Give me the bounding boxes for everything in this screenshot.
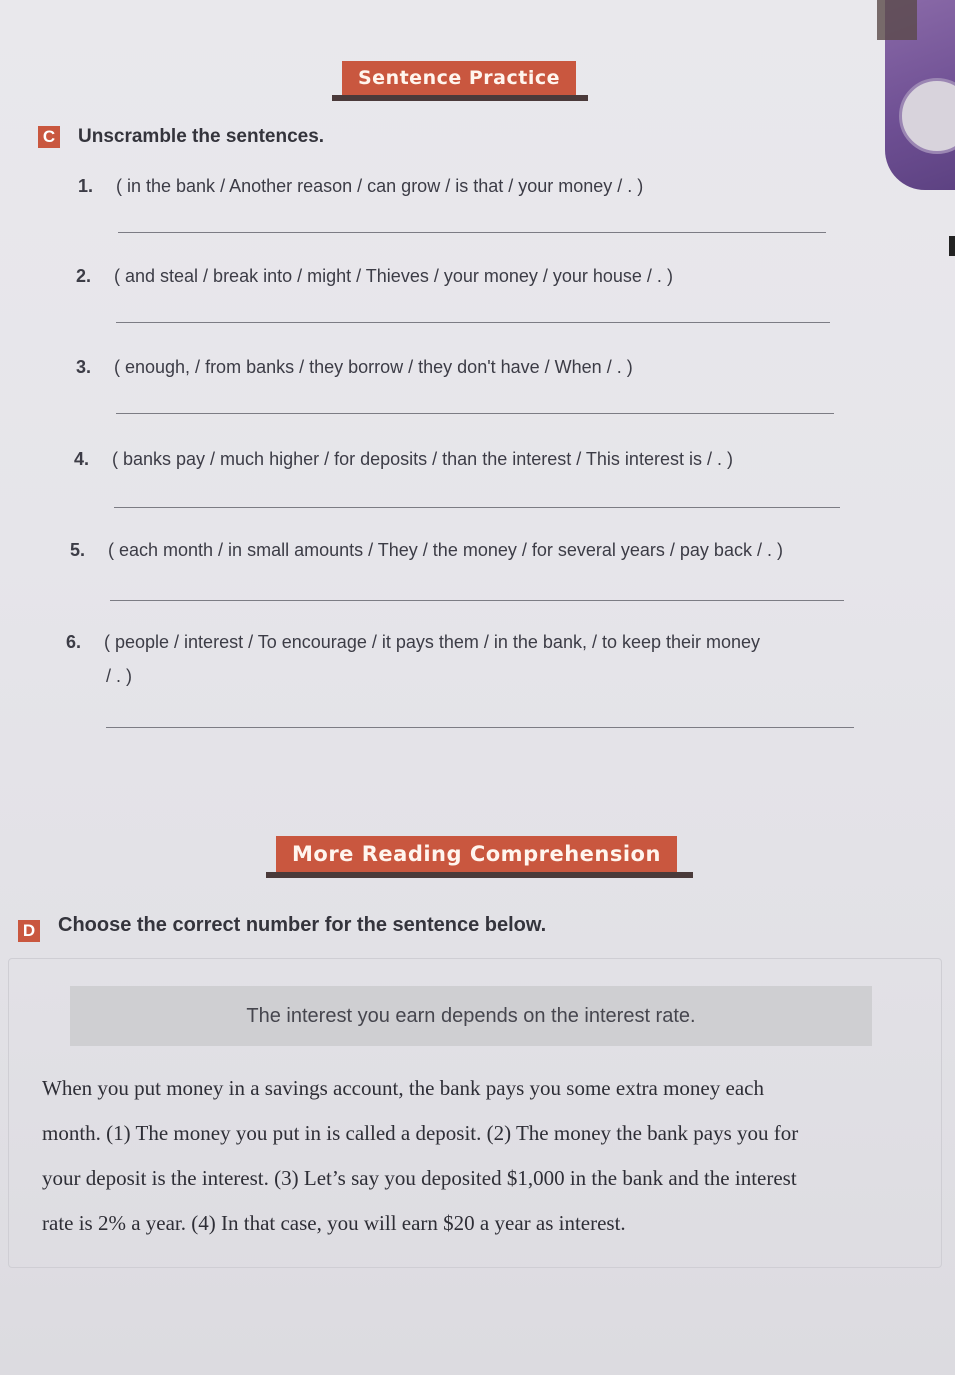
item-prompt: ( and steal / break into / might / Thieves / your money / your house / . ) <box>114 266 673 286</box>
section-c-letter: C <box>38 126 60 148</box>
reading-passage <box>42 1066 922 1246</box>
passage-line: When you put money in a savings account, the bank pays you some extra money each <box>42 1076 764 1100</box>
answer-line-5[interactable] <box>110 600 844 601</box>
section-c-banner <box>342 61 576 95</box>
item-prompt: ( people / interest / To encourage / it pays them / in the bank, / to keep their money <box>104 632 761 652</box>
section-c-banner-label: Sentence Practice <box>358 67 560 89</box>
exercise-item-3 <box>76 357 633 378</box>
answer-line-4[interactable] <box>114 507 840 508</box>
item-number: 1. <box>78 176 94 196</box>
banner-tail <box>266 872 693 878</box>
section-d-letter: D <box>18 920 40 942</box>
item-number: 5. <box>70 540 86 560</box>
passage-line: your deposit is the interest. (3) Let’s say you deposited $1,000 in the bank and the interest <box>42 1166 797 1190</box>
answer-line-2[interactable] <box>116 322 830 323</box>
item-number: 2. <box>76 266 92 286</box>
item-number: 4. <box>74 449 90 469</box>
answer-line-1[interactable] <box>118 232 826 233</box>
exercise-item-1 <box>78 176 643 197</box>
item-prompt: ( each month / in small amounts / They / the money / for several years / pay back / . ) <box>108 540 783 560</box>
answer-line-6[interactable] <box>106 727 854 728</box>
section-d-banner <box>276 836 677 872</box>
item-number: 6. <box>66 632 82 652</box>
target-sentence: The interest you earn depends on the interest rate. <box>70 986 872 1046</box>
edge-mark <box>949 236 955 256</box>
item-prompt: ( banks pay / much higher / for deposits / than the interest / This interest is / . ) <box>112 449 733 469</box>
item-prompt: ( in the bank / Another reason / can grow / is that / your money / . ) <box>116 176 644 196</box>
exercise-item-4 <box>74 449 733 470</box>
item-prompt-continuation: / . ) <box>106 666 132 686</box>
passage-line: month. (1) The money you put in is called a deposit. (2) The money the bank pays you for <box>42 1121 799 1145</box>
exercise-item-5 <box>70 540 783 561</box>
answer-line-3[interactable] <box>116 413 834 414</box>
banner-tail <box>332 95 588 101</box>
exercise-item-6 <box>66 632 760 653</box>
section-c-heading: Unscramble the sentences. <box>78 126 325 147</box>
passage-line: rate is 2% a year. (4) In that case, you will earn $20 a year as interest. <box>42 1211 626 1235</box>
corner-shadow <box>877 0 917 40</box>
section-d-heading: Choose the correct number for the sentence below. <box>58 914 547 936</box>
section-d-banner-label: More Reading Comprehension <box>292 842 661 866</box>
item-prompt: ( enough, / from banks / they borrow / they don't have / When / . ) <box>114 357 633 377</box>
exercise-item-2 <box>76 266 673 287</box>
item-number: 3. <box>76 357 92 377</box>
